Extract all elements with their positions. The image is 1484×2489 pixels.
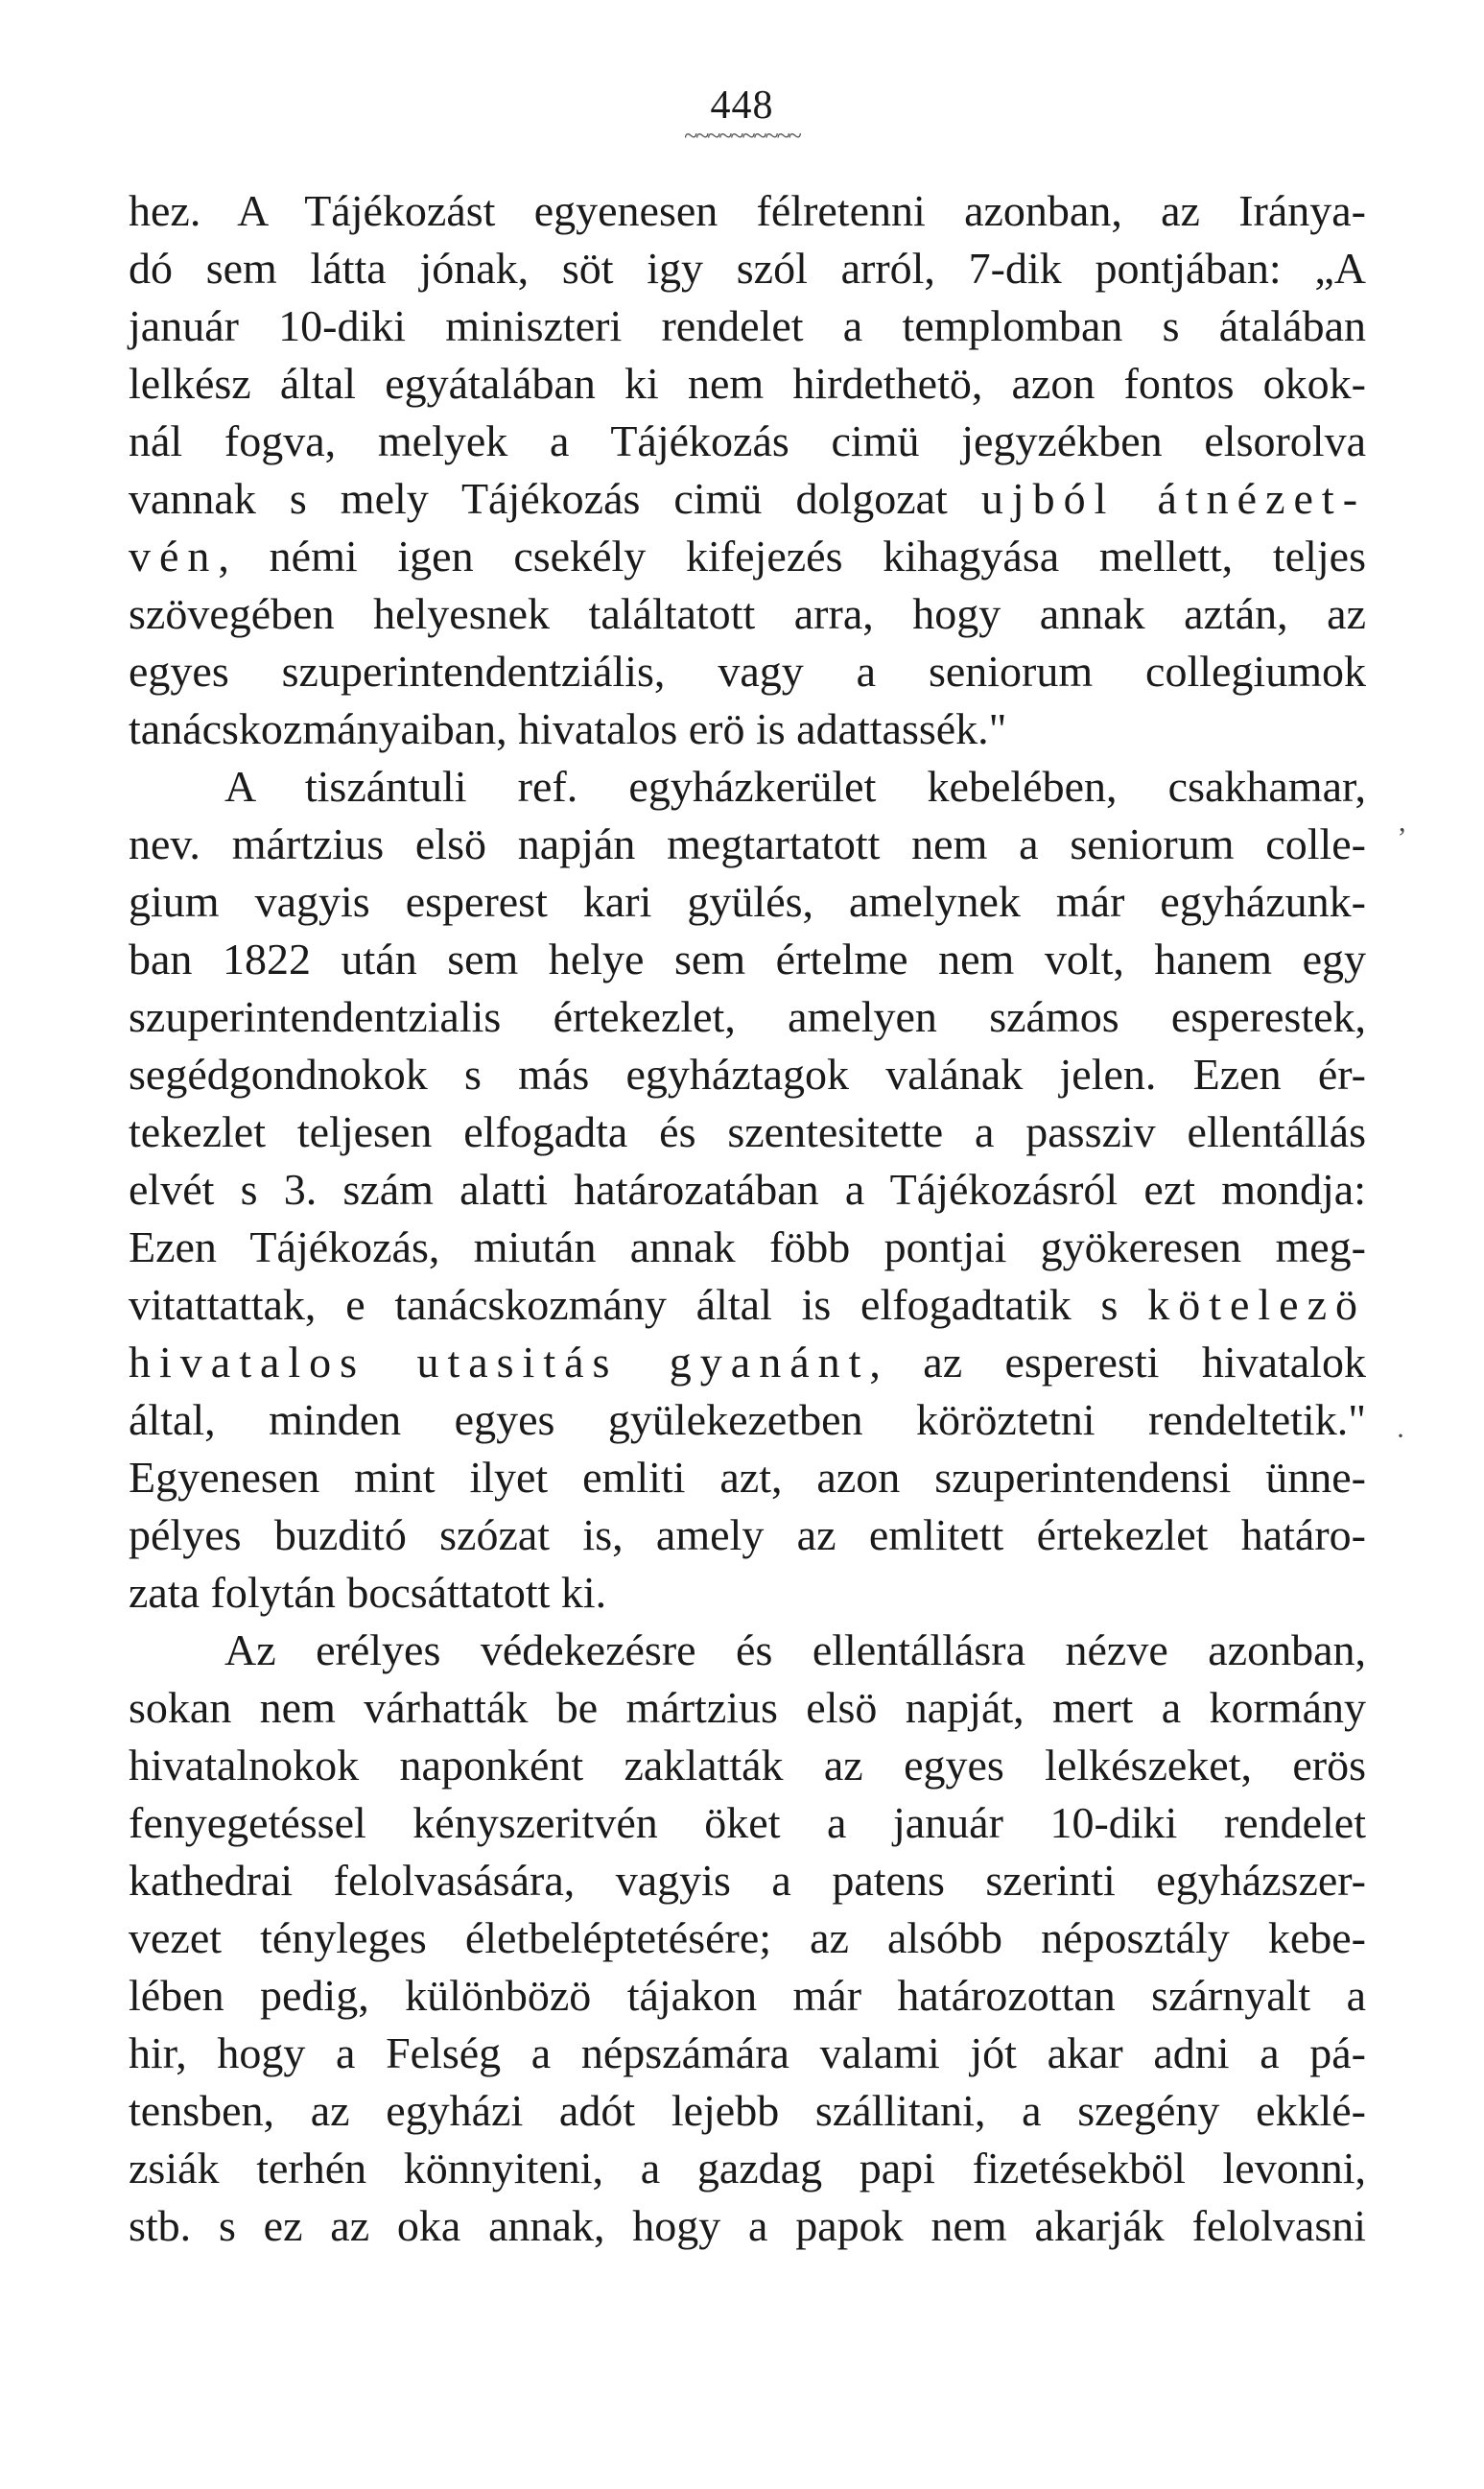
text-line [129,1334,1366,1391]
text-line [129,413,1366,470]
text-run: Egyenesen mint ilyet emliti azt, azon szuperintendensi ünne- [129,1453,1366,1502]
text-line [129,873,1366,931]
text-line [129,297,1366,355]
text-run: kathedrai felolvasására, vagyis a patens szerinti egyházszer- [129,1856,1366,1905]
text-run: sokan nem várhatták be mártzius elsö napját, mert a kormány [129,1683,1366,1732]
text-line [129,1852,1366,1909]
text-line [129,1161,1366,1219]
text-run: lelkész által egyátalában ki nem hirdethetö, azon fontos okok- [129,359,1366,408]
text-run: zata folytán bocsáttatott ki. [129,1568,607,1617]
text-line [129,1967,1366,2025]
text-run: tanácskozmányaiban, hivatalos erö is adattassék." [129,704,1007,753]
text-line [129,2025,1366,2082]
text-run: Ezen Tájékozás, miután annak föbb pontjai gyökeresen meg- [129,1222,1366,1271]
text-run: nev. mártzius elsö napján megtartatott nem a seniorum colle- [129,819,1366,868]
text-run: lében pedig, különbözö tájakon már határozottan szárnyalt a [129,1971,1366,2020]
text-line [129,1506,1366,1564]
text-run: tensben, az egyházi adót lejebb szállitani, a szegény ekklé- [129,2086,1366,2135]
text-line [129,182,1366,240]
text-line [129,758,1366,816]
body-text [129,182,1366,2255]
text-line [129,1737,1366,1794]
text-run: hivatalnokok naponként zaklatták az egyes lelkészeket, erös [129,1741,1366,1790]
text-line [129,585,1366,643]
text-line [129,2140,1366,2197]
text-run: hez. A Tájékozást egyenesen félretenni azonban, az Iránya- [129,186,1366,235]
text-line [129,355,1366,413]
spaced-emphasis: kötelezö [1147,1280,1366,1329]
text-line [129,1103,1366,1161]
text-line [129,1794,1366,1852]
text-line [129,1679,1366,1737]
text-run: , némi igen csekély kifejezés kihagyása mellett, teljes [218,532,1366,581]
margin-mark: , [1399,806,1406,838]
page-number-ornament: ~~~~~~~~~~ [684,122,800,150]
text-run: nál fogva, melyek a Tájékozás cimü jegyzékben elsorolva [129,416,1366,465]
text-line [129,240,1366,297]
text-run: ban 1822 után sem helye sem értelme nem volt, hanem egy [129,935,1366,984]
text-line [129,1219,1366,1276]
text-line [129,816,1366,873]
text-run: elvét s 3. szám alatti határozatában a Tájékozásról ezt mondja: [129,1165,1366,1214]
text-run: szövegében helyesnek találtatott arra, hogy annak aztán, az [129,589,1366,638]
text-run: szuperintendentzialis értekezlet, amelyen számos esperestek, [129,992,1366,1041]
text-line [129,470,1366,528]
text-run: zsiák terhén könnyiteni, a gazdag papi fizetésekböl levonni, [129,2144,1366,2193]
text-run: vezet tényleges életbeléptetésére; az alsóbb néposztály kebe- [129,1913,1366,1962]
text-run: gium vagyis esperest kari gyülés, amelynek már egyházunk- [129,877,1366,926]
text-line [129,2082,1366,2140]
text-line [129,700,1366,758]
page-number: 448 [710,83,774,128]
text-run: Az erélyes védekezésre és ellentállásra nézve azonban, [224,1625,1366,1674]
text-line [129,2197,1366,2255]
text-line [129,988,1366,1046]
text-run: egyes szuperintendentziális, vagy a seniorum collegiumok [129,647,1366,696]
text-run: tekezlet teljesen elfogadta és szentesitette a passziv ellentállás [129,1107,1366,1156]
text-line [129,1276,1366,1334]
text-line [129,931,1366,988]
spaced-emphasis: vén [129,532,219,581]
spaced-emphasis: ujból átnézet- [980,474,1367,523]
text-run: , az esperesti hivatalok [869,1338,1366,1387]
text-run: stb. s ez az oka annak, hogy a papok nem akarják felolvasni [129,2201,1366,2250]
text-line [129,1909,1366,1967]
text-line [129,528,1366,585]
spaced-emphasis: hivatalos utasitás gyanánt [129,1338,870,1387]
text-run: által, minden egyes gyülekezetben köröztetni rendeltetik." [129,1395,1366,1444]
text-line [129,643,1366,700]
text-run: A tiszántuli ref. egyházkerület kebelében, csakhamar, [224,762,1366,811]
text-run: dó sem látta jónak, söt igy szól arról, 7-dik pontjában: „A [129,244,1366,293]
text-run: segédgondnokok s más egyháztagok valának jelen. Ezen ér- [129,1050,1366,1099]
text-run: január 10-diki miniszteri rendelet a templomban s átalában [129,301,1366,350]
text-line [129,1046,1366,1103]
text-line [129,1564,1366,1622]
text-run: vitattattak, e tanácskozmány által is elfogadtatik s [129,1280,1148,1329]
text-run: pélyes buzditó szózat is, amely az emlitett értekezlet határo- [129,1510,1366,1559]
text-run: fenyegetéssel kényszeritvén öket a január 10-diki rendelet [129,1798,1366,1847]
margin-mark: · [1396,1420,1405,1452]
text-line [129,1622,1366,1679]
text-line [129,1449,1366,1506]
text-run: hir, hogy a Felség a népszámára valami jót akar adni a pá- [129,2028,1366,2077]
text-run: vannak s mely Tájékozás cimü dolgozat [129,474,981,523]
text-line [129,1391,1366,1449]
